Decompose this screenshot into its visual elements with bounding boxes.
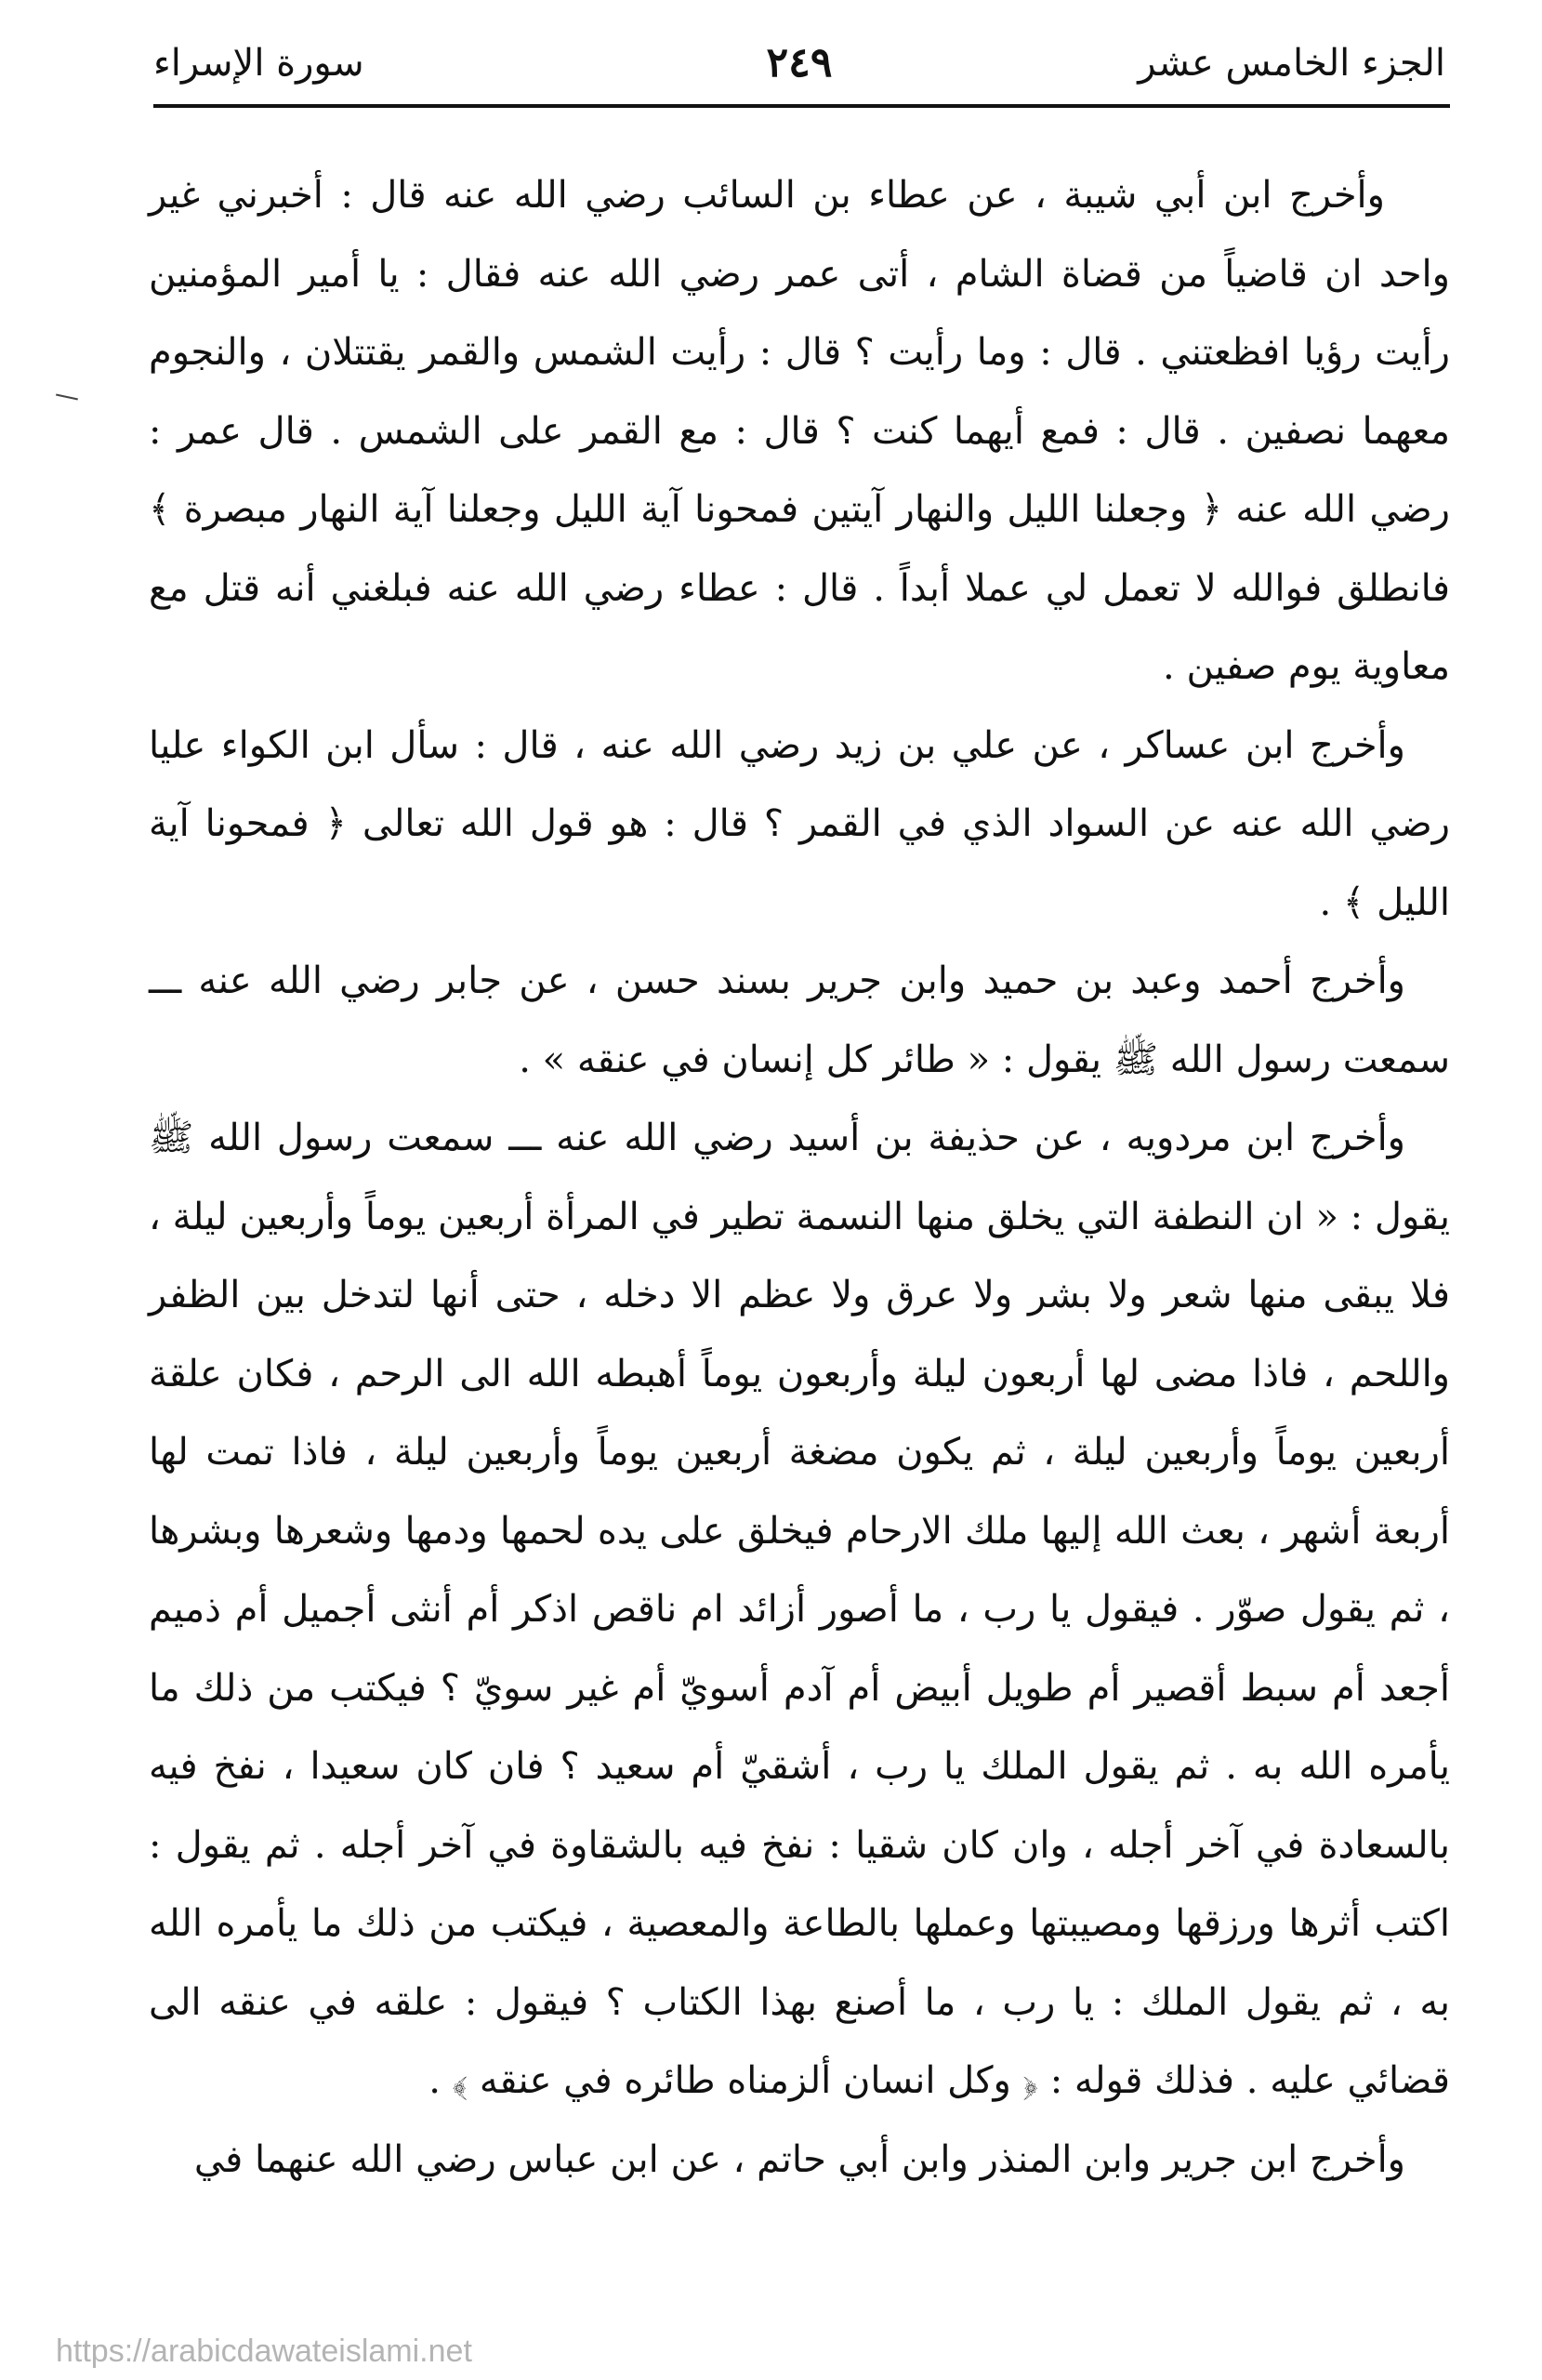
paragraph-4: وأخرج ابن مردويه ، عن حذيفة بن أسيد رضي الله عنه ـــ سمعت رسول الله ﷺ يقول : « ان النطفة التي يخلق منها النسمة تطير في المرأة أربعين يوماً وأربعين ليلة ، فلا يبقى منها شعر ولا بشر ولا عرق ولا عظم الا دخله ، حتى أنها لتدخل بين الظفر واللحم ، فاذا مضى لها أربعون ليلة وأربعون يوماً أهبطه الله الى الرحم ، فكان علقة أربعين يوماً وأربعين ليلة ، ثم يكون مضغة أربعين يوماً وأربعين ليلة ، فاذا تمت لها أربعة أشهر ، بعث الله إليها ملك الارحام فيخلق على يده لحمها ودمها وشعرها وبشرها ، ثم يقول صوّر . فيقول يا رب ، ما أصور أزائد ام ناقص اذكر أم أنثى أجميل أم ذميم أجعد أم سبط أقصير أم طويل أبيض أم آدم أسويّ أم غير سويّ ؟ فيكتب من ذلك ما يأمره الله به . ثم يقول الملك يا رب ، أشقيّ أم سعيد ؟ فان كان سعيدا ، نفخ فيه بالسعادة في آخر أجله ، وان كان شقيا : نفخ فيه بالشقاوة في آخر أجله . ثم يقول : اكتب أثرها ورزقها ومصيبتها وعملها بالطاعة والمعصية ، فيكتب من ذلك ما يأمره الله به ، ثم يقول الملك : يا رب ، ما أصنع بهذا الكتاب ؟ فيقول : علقه في عنقه الى قضائي عليه . فذلك قوله : ﴿ وكل انسان ألزمناه طائره في عنقه ﴾ . xyxy=(149,1117,1450,2102)
page-header xyxy=(153,37,1445,93)
header-divider xyxy=(153,104,1450,108)
watermark-url: https://arabicdawateislami.net xyxy=(56,2334,472,2369)
paragraph-3: وأخرج أحمد وعبد بن حميد وابن جرير بسند حسن ، عن جابر رضي الله عنه ـــ سمعت رسول الله ﷺ يقول : « طائر كل إنسان في عنقه » . xyxy=(149,959,1450,1081)
part-title: الجزء الخامس عشر xyxy=(1138,42,1445,85)
paragraph-2: وأخرج ابن عساكر ، عن علي بن زيد رضي الله عنه ، قال : سأل ابن الكواء عليا رضي الله عنه عن السواد الذي في القمر ؟ قال : هو قول الله تعالى ﴿ فمحونا آية الليل ﴾ . xyxy=(149,723,1450,924)
paragraph-1: وأخرج ابن أبي شيبة ، عن عطاء بن السائب رضي الله عنه قال : أخبرني غير واحد ان قاضياً من قضاة الشام ، أتى عمر رضي الله عنه فقال : يا أمير المؤمنين رأيت رؤيا افظعتني . قال : وما رأيت ؟ قال : رأيت الشمس والقمر يقتتلان ، والنجوم معهما نصفين . قال : فمع أيهما كنت ؟ قال : مع القمر على الشمس . قال عمر : رضي الله عنه ﴿ وجعلنا الليل والنهار آيتين فمحونا آية الليل وجعلنا آية النهار مبصرة ﴾ فانطلق فوالله لا تعمل لي عملا أبداً . قال : عطاء رضي الله عنه فبلغني أنه قتل مع معاوية يوم صفين . xyxy=(149,174,1450,688)
surah-title: سورة الإسراء xyxy=(153,42,364,85)
page-body xyxy=(149,156,1450,2199)
page-number: ٢٤٩ xyxy=(766,39,833,86)
margin-mark xyxy=(56,394,78,401)
paragraph-5: وأخرج ابن جرير وابن المنذر وابن أبي حاتم ، عن ابن عباس رضي الله عنهما في xyxy=(193,2137,1405,2181)
